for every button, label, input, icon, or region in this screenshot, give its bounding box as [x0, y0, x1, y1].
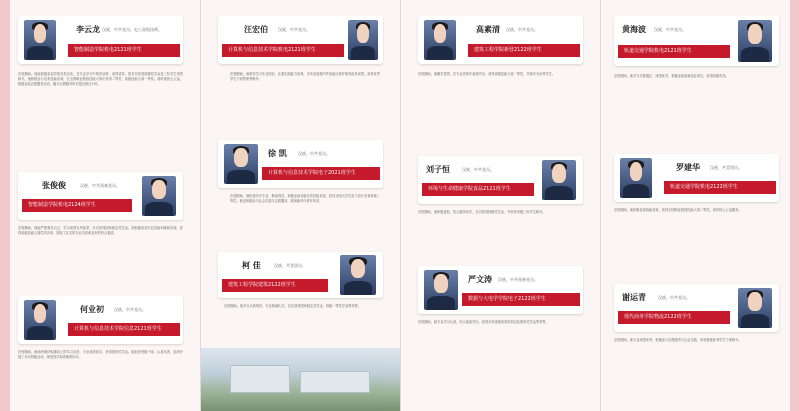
student-photo	[424, 270, 458, 310]
student-photo	[542, 160, 576, 200]
student-card-huang	[614, 16, 779, 66]
student-photo	[738, 20, 772, 62]
student-name: 高素清	[476, 25, 500, 34]
student-card-li	[18, 16, 183, 64]
student-photo	[24, 20, 56, 60]
student-card-wang	[218, 16, 383, 64]
student-tag: 汉族，中共预备党员。	[80, 183, 120, 188]
student-name: 汪宏伯	[244, 25, 268, 34]
bio-paragraph: 在校期间，他积极进取，热心服务同学，多次获得校级奖学金，并荣获省级三好学生称号。	[418, 210, 546, 214]
student-ribbon: 数据与大电学学院电子2122班学生	[462, 293, 580, 306]
bio-paragraph: 在校期间，她始终保持积极向上的学习态度，专业成绩优异，获得国家奖学金。她担任班级干部，认真负责，组织开展了多次班级活动，深受同学和老师的好评。	[18, 350, 183, 360]
student-ribbon: 环境与生命健康学院食品2121班学生	[422, 183, 534, 196]
panel-3	[400, 0, 600, 411]
student-name: 李云龙	[76, 25, 100, 34]
student-tag: 汉族，中共党员。	[654, 27, 686, 32]
bio-paragraph: 在校期间，他专业成绩优秀，积极参与志愿服务与社会实践，荣获校级优秀学生干部称号。	[614, 338, 742, 342]
bio-paragraph: 在校期间，他积极参加技能竞赛，获得全国职业院校技能大赛二等奖，同时热心公益服务。	[614, 208, 742, 212]
panel-divider	[600, 0, 601, 411]
panel-1	[0, 0, 200, 411]
student-name: 谢运青	[622, 293, 646, 302]
student-name: 何业初	[80, 305, 104, 314]
student-name: 罗建华	[676, 163, 700, 172]
decorative-strip	[0, 0, 10, 411]
student-tag: 汉族，共青团员。	[274, 263, 306, 268]
student-tag: 汉族，中共党员。	[114, 307, 146, 312]
student-ribbon: 轨道交通学院机电2122班学生	[664, 181, 776, 194]
bio-paragraph: 在校期间，他能严格要求自己，学习成绩名列前茅，多次获得国家励志奖学金。他积极参加专业技能训练和竞赛，获得省级技能大赛奖项多项，展现了扎实的专业功底和良好的综合素质。	[18, 226, 183, 236]
student-card-xie	[614, 284, 779, 332]
student-ribbon: 计算机与信息技术学院机电2121班学生	[222, 44, 344, 57]
student-name: 张俊俊	[42, 181, 66, 190]
panel-divider	[400, 0, 401, 411]
student-photo	[738, 288, 772, 328]
student-name: 严文涛	[468, 275, 492, 284]
student-ribbon: 智能制造学院机电2121班学生	[68, 44, 180, 57]
student-card-yan	[418, 266, 583, 314]
student-name: 柯 佳	[242, 261, 261, 270]
student-photo	[224, 144, 258, 184]
decorative-strip	[790, 0, 799, 411]
student-photo	[340, 255, 376, 295]
student-name: 徐 凯	[268, 149, 287, 158]
student-card-liu	[418, 156, 583, 204]
student-photo	[348, 20, 378, 60]
bio-paragraph: 在校期间，他学习认真刻苦，专业基础扎实，先后获得国家励志奖学金、校级一等奖学金等荣誉。	[224, 304, 362, 308]
student-ribbon: 轨道交通学院机电2121班学生	[618, 45, 730, 58]
bio-paragraph: 在校期间，他勤学善思，在专业竞赛中表现突出，获得省级技能大赛一等奖，并被评为优秀学生。	[418, 72, 556, 76]
panel-2	[200, 0, 400, 411]
student-ribbon: 建筑工程学院建筑2122班学生	[222, 279, 328, 292]
student-tag: 汉族，中共党员。	[278, 27, 310, 32]
student-ribbon: 计算机与信息技术学院信息2121班学生	[68, 323, 180, 336]
bio-paragraph: 在校期间，他学习态度端正，成绩优异，积极参加创新创业项目，获得省级奖项。	[614, 74, 729, 78]
student-photo	[24, 300, 56, 340]
student-card-he	[18, 296, 183, 344]
student-card-zhang	[18, 172, 183, 220]
campus-image	[200, 348, 400, 411]
panel-4	[600, 0, 799, 411]
student-photo	[424, 20, 456, 60]
student-photo	[620, 158, 652, 198]
student-tag: 汉族，中共党员。	[506, 27, 538, 32]
bio-paragraph: 在校期间，他能积极参加学校各类活动，在专业学习中刻苦钻研，成绩优异，曾多次获得校级奖学金及三好学生荣誉称号。他积极参与各类技能竞赛，在全国职业院校技能大赛中获得二等奖，省级技能大赛一等奖。同时他热心公益，积极参加志愿服务活动，累计志愿服务时长超过两百小时。	[18, 72, 183, 87]
student-tag: 汉族，共青团员。	[710, 165, 742, 170]
student-card-gao	[418, 16, 583, 64]
student-tag: 汉族，中共党员，电工高级技师。	[102, 27, 162, 32]
panel-divider	[200, 0, 201, 411]
student-tag: 汉族，中共党员。	[298, 151, 330, 156]
student-ribbon: 计算机与信息技术学院电子2021班学生	[262, 167, 380, 180]
bio-paragraph: 在校期间，她专业学习认真，综合素质突出，获得多项省级竞赛奖项以及国家奖学金等荣誉。	[418, 320, 549, 324]
student-card-ke	[218, 252, 383, 298]
student-name: 黄海波	[622, 25, 646, 34]
student-card-xu	[218, 140, 383, 188]
bio-paragraph: 在校期间，他热爱所学专业，勤奋刻苦，积极参加各级各类技能竞赛，获得全国大学生电子设计竞赛省级二等奖。他还积极参与社会实践与志愿服务，展现新时代青年风采。	[230, 194, 380, 204]
student-ribbon: 建筑工程学院新营2122班学生	[468, 44, 580, 57]
student-tag: 汉族，中共预备党员。	[498, 277, 538, 282]
student-ribbon: 现代商务学院物流2122班学生	[618, 311, 730, 324]
student-card-luo	[614, 154, 779, 202]
student-tag: 汉族，中共党员。	[462, 167, 494, 172]
student-photo	[142, 176, 176, 216]
student-tag: 汉族，中共党员。	[658, 295, 690, 300]
bio-paragraph: 在校期间，他刻苦学习专业知识，注重实践能力培养，多次参加校内外技能比赛并取得优异成绩，获得优秀学生干部等荣誉称号。	[230, 72, 380, 82]
student-name: 刘子恒	[426, 165, 450, 174]
student-ribbon: 智能制造学院机电2124班学生	[22, 199, 132, 212]
